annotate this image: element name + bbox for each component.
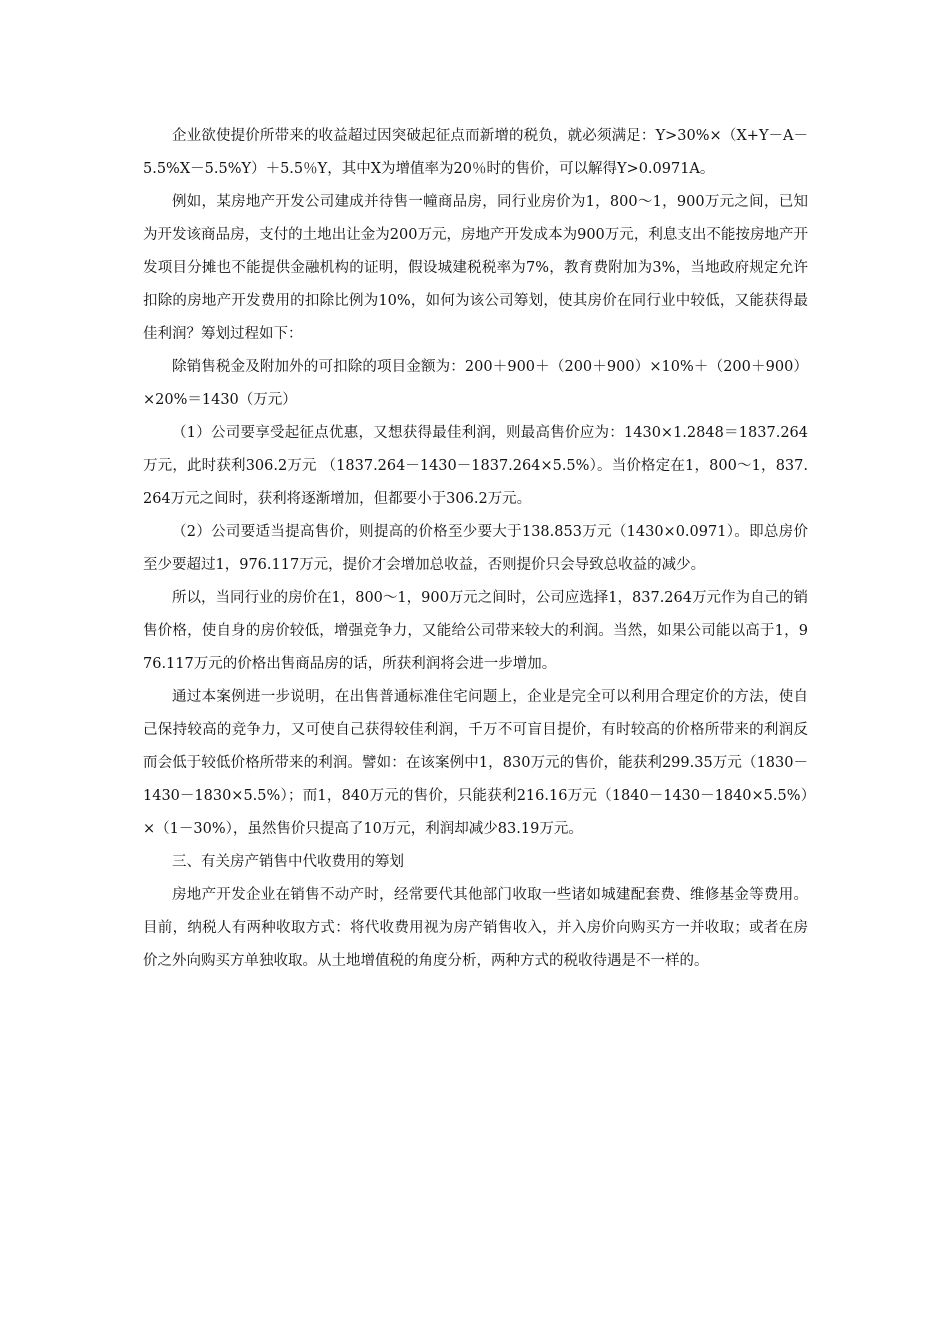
document-body	[143, 120, 808, 978]
paragraph-option-1: （1）公司要享受起征点优惠，又想获得最佳利润，则最高售价应为：1430×1.2848＝1837.264万元，此时获利306.2万元 （1837.264－1430－1837.264×5.5%）。当价格定在1，800～1，837.264万元之间时，获利将逐渐增加，但都要小于306.2万元。	[143, 425, 808, 507]
paragraph-further-explanation: 通过本案例进一步说明，在出售普通标准住宅问题上，企业是完全可以利用合理定价的方法，使自己保持较高的竞争力，又可使自己获得较佳利润，千万不可盲目提价，有时较高的价格所带来的利润反而会低于较低价格所带来的利润。譬如：在该案例中1，830万元的售价，能获利299.35万元（1830－1430－1830×5.5%）；而1，840万元的售价，只能获利216.16万元（1840－1430－1840×5.5%）×（1－30%），虽然售价只提高了10万元，利润却减少83.19万元。	[143, 689, 808, 837]
paragraph-example-setup: 例如，某房地产开发公司建成并待售一幢商品房，同行业房价为1，800～1，900万元之间，已知为开发该商品房，支付的土地出让金为200万元，房地产开发成本为900万元，利息支出不能按房地产开发项目分摊也不能提供金融机构的证明，假设城建税税率为7%，教育费附加为3%，当地政府规定允许扣除的房地产开发费用的扣除比例为10%，如何为该公司筹划，使其房价在同行业中较低，又能获得最佳利润？筹划过程如下：	[143, 194, 808, 342]
paragraph-collection-methods: 房地产开发企业在销售不动产时，经常要代其他部门收取一些诸如城建配套费、维修基金等费用。目前，纳税人有两种收取方式：将代收费用视为房产销售收入，并入房价向购买方一并收取；或者在房价之外向购买方单独收取。从土地增值税的角度分析，两种方式的税收待遇是不一样的。	[143, 887, 808, 969]
section-heading: 三、有关房产销售中代收费用的筹划	[172, 854, 404, 870]
paragraph-conclusion: 所以，当同行业的房价在1，800～1，900万元之间时，公司应选择1，837.264万元作为自己的销售价格，使自身的房价较低，增强竞争力，又能给公司带来较大的利润。当然，如果公司能以高于1，976.117万元的价格出售商品房的话，所获利润将会进一步增加。	[143, 590, 808, 672]
paragraph-deductible-amount: 除销售税金及附加外的可扣除的项目金额为：200＋900＋（200＋900）×10%＋（200＋900）×20%＝1430（万元）	[143, 359, 808, 408]
paragraph-threshold-condition: 企业欲使提价所带来的收益超过因突破起征点而新增的税负，就必须满足：Y>30%×（X+Y－A－5.5%X－5.5%Y）＋5.5％Y，其中X为增值率为20％时的售价，可以解得Y>0.0971A。	[143, 128, 808, 177]
paragraph-option-2: （2）公司要适当提高售价，则提高的价格至少要大于138.853万元（1430×0.0971）。即总房价至少要超过1，976.117万元，提价才会增加总收益，否则提价只会导致总收益的减少。	[143, 524, 808, 573]
